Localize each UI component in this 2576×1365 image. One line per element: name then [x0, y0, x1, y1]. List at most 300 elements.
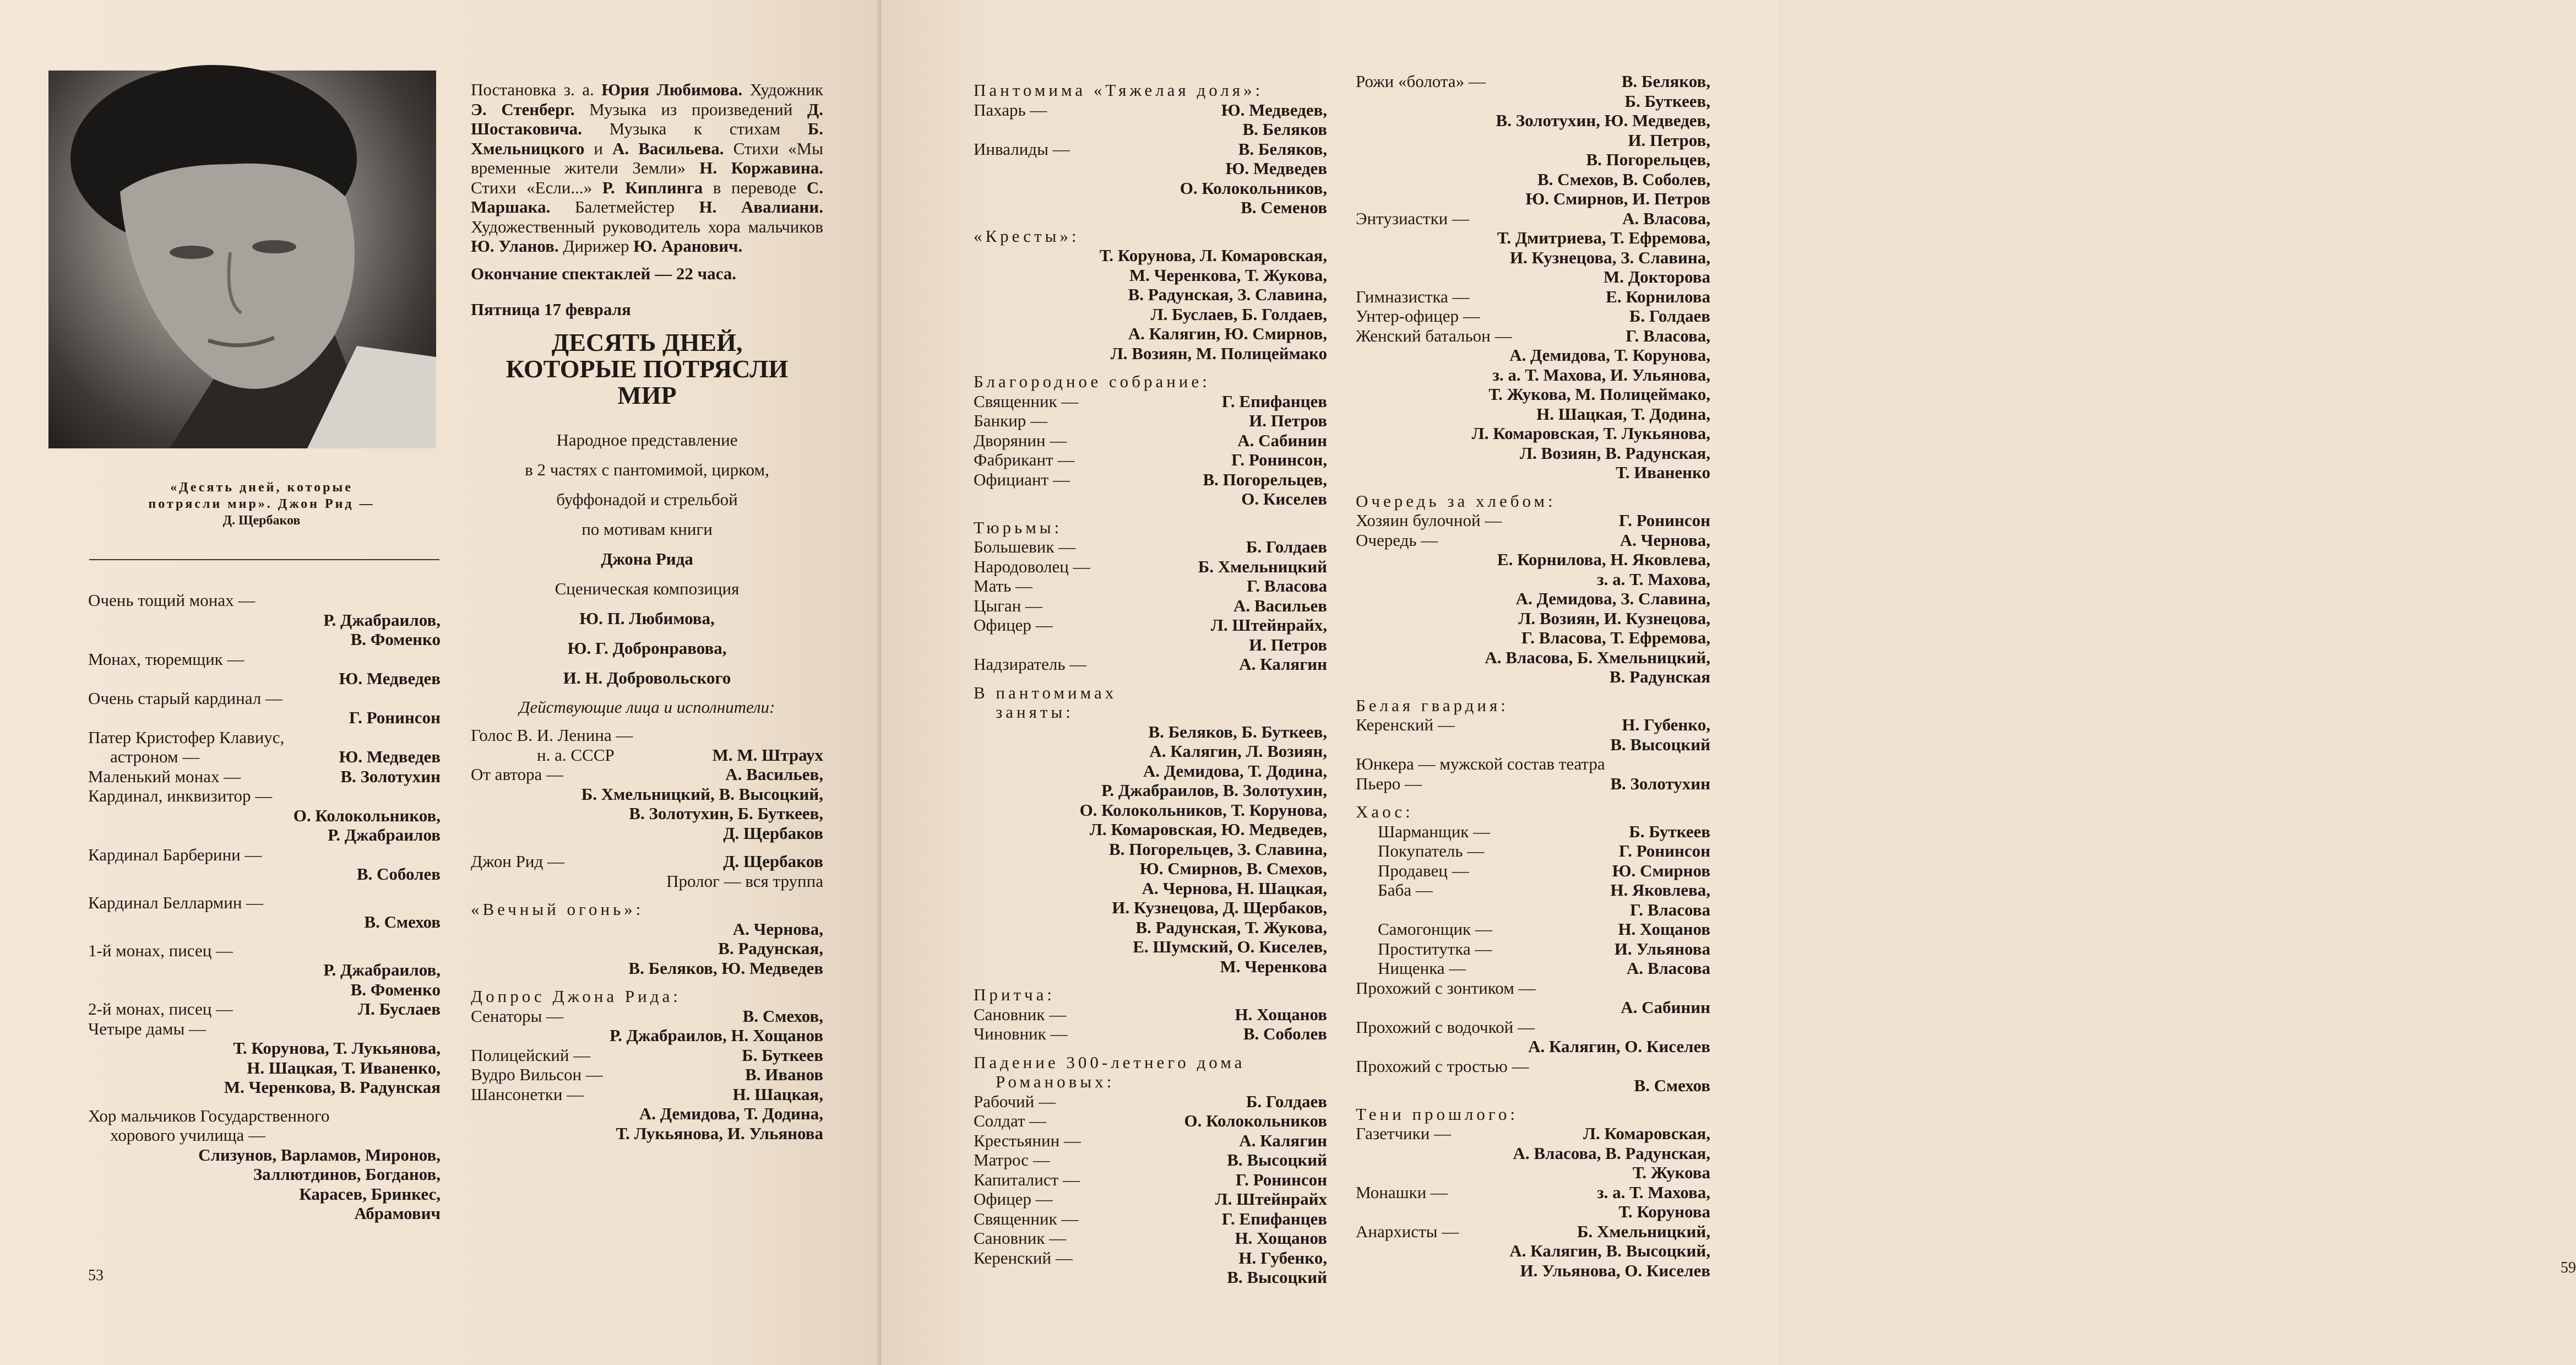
performer: В. Фоменко: [350, 630, 441, 649]
section-heading: Тени прошлого:: [1356, 1104, 1518, 1124]
performer: В. Соболев: [1243, 1024, 1327, 1043]
performer: Ю. Смирнов: [1612, 860, 1710, 880]
role: Сановник —: [974, 1004, 1067, 1024]
cast-entry: [974, 1092, 1327, 1112]
performer: Г. Епифанцев: [1221, 391, 1327, 411]
cast-line: [974, 1228, 1327, 1248]
performer: И. Петров,: [1628, 130, 1710, 150]
role: Хозяин булочной —: [1356, 511, 1502, 530]
performer: В. Высоцкий: [1227, 1268, 1327, 1287]
cast-line: [974, 537, 1327, 557]
role: Кардинал, инквизитор —: [88, 786, 273, 805]
role: Монах, тюремщик —: [88, 649, 244, 669]
performer: В. Смехов: [1634, 1076, 1710, 1095]
cast-list-col3: [974, 72, 1327, 1287]
performer: Т. Жукова, М. Полицеймако,: [1488, 384, 1710, 404]
performer: В. Семенов: [1241, 198, 1327, 217]
role: Керенский —: [974, 1248, 1073, 1268]
cast-line: [1356, 530, 1710, 550]
cast-entry: [1356, 978, 1710, 1017]
cast-entry: Допрос Джона Рида:: [471, 987, 681, 1006]
cast-line: [1356, 841, 1710, 861]
performance-date: Пятница 17 февраля: [471, 300, 631, 319]
cast-line: [1356, 958, 1710, 978]
photo-caption: [83, 479, 441, 529]
role: Очень тощий монах —: [88, 591, 256, 610]
cast-entry: «Вечный огонь»: А. Чернова, В. Радунская, В. Беляков, Ю. Медведев: [471, 900, 823, 978]
cast-entry: [1356, 696, 1710, 716]
role: Хор мальчиков Государственного: [88, 1106, 330, 1125]
performer: В. Золотухин, Ю. Медведев,: [1496, 111, 1710, 130]
cast-entry: [974, 450, 1327, 470]
performer: М. Докторова: [1604, 267, 1710, 286]
performer: Г. Ронинсон: [1618, 841, 1710, 860]
cast-line: [1356, 511, 1710, 530]
performer: Л. Возиян, В. Радунская,: [1519, 443, 1710, 463]
cast-entry: [1356, 1104, 1710, 1124]
role: Кардинал Беллармин —: [88, 892, 264, 912]
performer: Ю. Медведев: [339, 747, 441, 766]
show-subtitle: Народное представление в 2 частях с пантомимой, цирком, буффонадой и стрельбой по мотивам книги: [525, 430, 769, 539]
performer: Абрамович: [354, 1204, 441, 1223]
role: Нищенка —: [1378, 958, 1466, 978]
cast-entry: [974, 1209, 1327, 1229]
cast-line: [1356, 774, 1710, 794]
role: Самогонщик —: [1378, 919, 1492, 939]
performer: Р. Джабраилов,: [323, 960, 441, 979]
performer: Ю. Медведев,: [1221, 100, 1327, 120]
cast-entry: [1356, 287, 1710, 307]
end-time: Окончание спектаклей — 22 часа.: [471, 263, 736, 283]
role: Матрос —: [974, 1150, 1050, 1169]
performer: В. Радунская, З. Славина,: [1128, 285, 1327, 304]
cast-entry: [1356, 958, 1710, 978]
performer: Б. Хмельницкий: [1198, 556, 1327, 576]
role: Керенский —: [1356, 715, 1455, 734]
cast-entry: [1356, 880, 1710, 919]
section-heading: Тюрьмы:: [974, 517, 1063, 537]
performer: В. Погорельцев,: [1586, 150, 1710, 169]
cast-line: [974, 1131, 1327, 1151]
cast-entry: Сенаторы — В. Смехов, Р. Джабраилов, Н. Хощанов: [471, 1006, 823, 1045]
cast-entry: [1356, 511, 1710, 530]
cast-line: [974, 100, 1327, 120]
performer: Заллютдинов, Богданов,: [253, 1164, 441, 1184]
cast-line: [1356, 919, 1710, 939]
role: Очередь —: [1356, 530, 1438, 550]
role: Надзиратель —: [974, 654, 1087, 674]
portrait-photo: [48, 71, 436, 448]
performer: В. Золотухин: [340, 766, 441, 786]
role: Солдат —: [974, 1111, 1047, 1130]
cast-line: [974, 596, 1327, 616]
performer: И. Петров: [1249, 635, 1327, 654]
performer: В. Радунская, Т. Жукова,: [1135, 917, 1327, 937]
role: Народоволец —: [974, 556, 1090, 576]
performer: И. Петров: [1249, 411, 1327, 430]
cast-entry: [974, 1150, 1327, 1170]
cast-entry: [974, 654, 1327, 674]
cast-entry: [1356, 306, 1710, 326]
performer: Б. Голдаев: [1629, 306, 1710, 326]
cast-line: [974, 1150, 1327, 1170]
cast-entry: [974, 80, 1327, 100]
role: Проститутка —: [1378, 939, 1492, 958]
performer: Ю. Смирнов, И. Петров: [1525, 189, 1710, 208]
performer: Н. Яковлева,: [1610, 880, 1710, 900]
book-author: Джона Рида: [601, 549, 693, 568]
performer: Г. Ронинсон,: [1231, 450, 1327, 469]
performer: Р. Джабраилов: [328, 825, 441, 844]
role: Рабочий —: [974, 1091, 1056, 1111]
performer: Г. Ронинсон: [1618, 511, 1710, 530]
performer: В. Высоцкий: [1227, 1150, 1327, 1169]
section-heading: Белая гвардия:: [1356, 695, 1509, 715]
performer: Н. Хощанов: [1618, 919, 1710, 939]
section-heading: Притча:: [974, 985, 1055, 1004]
performer: А. Демидова, Т. Корунова,: [1509, 345, 1710, 365]
program-column: [471, 80, 823, 1143]
cast-entry: [1356, 326, 1710, 483]
performer: Б. Голдаев: [1246, 537, 1327, 556]
section-heading: В пантомимах: [974, 682, 1117, 702]
performer: В. Фоменко: [350, 979, 441, 999]
cast-entry: Шансонетки — Н. Шацкая, А. Демидова, Т. Додина, Т. Лукьянова, И. Ульянова: [471, 1084, 823, 1143]
performer: Л. Штейнрайх: [1215, 1189, 1327, 1209]
cast-entry: [1356, 491, 1710, 511]
cast-entry: [1356, 861, 1710, 881]
performer: Л. Возиян, М. Полицеймако: [1110, 343, 1327, 363]
section-heading: Романовых:: [996, 1072, 1115, 1091]
performer: Б. Буткеев,: [1624, 91, 1710, 111]
cast-entry: Голос В. И. Ленина — н. а. СССР М. М. Штраух: [471, 725, 823, 765]
cast-line: [974, 450, 1327, 470]
role: Баба —: [1378, 880, 1433, 900]
cast-line: [974, 1005, 1327, 1025]
performer: Л. Возиян, И. Кузнецова,: [1518, 608, 1710, 628]
role: Газетчики —: [1356, 1124, 1452, 1143]
production-credits: Постановка з. а. Юрия Любимова. Художник Э. Стенберг. Музыка из произведений Д. Шостаковича. Музыка к стихам Б. Хмельницкого и А. Васильева. Стихи «Мы временные жители Земли» Н. Коржавина. Стихи «Если...» Р. Киплинга в переводе С. Маршака. Балетмейстер Н. Авалиани. Художественный руководитель хора мальчиков Ю. Уланов. Дирижер Ю. Аранович.: [471, 80, 823, 256]
role: Четыре дамы —: [88, 1019, 206, 1038]
cast-line: [1356, 287, 1710, 307]
cast-entry: Джон Рид — Д. Щербаков Пролог — вся труппа: [471, 852, 823, 891]
role: Фабрикант —: [974, 450, 1075, 469]
cast-entry: [1356, 919, 1710, 939]
performer: А. Калягин: [1239, 654, 1327, 674]
performer: Л. Буслаев, Б. Голдаев,: [1150, 304, 1327, 324]
cast-entry: [88, 845, 441, 884]
caption-line: Д. Щербаков: [222, 513, 301, 528]
role: Священник —: [974, 391, 1079, 411]
performer: В. Высоцкий: [1610, 734, 1710, 754]
performer: Г. Ронинсон: [349, 708, 441, 727]
cast-entry: [1356, 715, 1710, 754]
role: Большевик —: [974, 537, 1076, 556]
role: Инвалиды —: [974, 139, 1070, 159]
cast-line: [974, 411, 1327, 431]
role: Анархисты —: [1356, 1221, 1459, 1241]
cast-line: [1356, 209, 1710, 229]
section-heading: Очередь за хлебом:: [1356, 491, 1556, 511]
page-number: 53: [88, 1267, 104, 1284]
role: Крестьянин —: [974, 1130, 1081, 1150]
performer: А. Калягин, О. Киселев: [1528, 1037, 1710, 1056]
cast-entry: [88, 1106, 441, 1223]
performer: Г. Власова,: [1626, 326, 1710, 345]
performer: Т. Иваненко: [1616, 463, 1710, 482]
cast-entry: [974, 1248, 1327, 1287]
role: Рожи «болота» —: [1356, 72, 1486, 91]
cast-entry: [974, 1005, 1327, 1025]
role: Мать —: [974, 576, 1032, 595]
performer: Л. Комаровская, Ю. Медведев,: [1089, 820, 1327, 839]
cast-entry: [974, 392, 1327, 411]
cast-line: [974, 576, 1327, 596]
performer: Л. Штейнрайх,: [1210, 615, 1327, 635]
role: Цыган —: [974, 595, 1043, 615]
performer: Т. Корунова, Т. Лукьянова,: [233, 1038, 441, 1058]
performer: В. Погорельцев, З. Славина,: [1108, 839, 1327, 859]
performer: А. Калягин, Ю. Смирнов,: [1128, 324, 1327, 343]
section-heading: Хаос:: [1356, 802, 1414, 821]
role: Унтер-офицер —: [1356, 306, 1480, 326]
role: Монашки —: [1356, 1182, 1448, 1202]
cast-line: [974, 615, 1327, 635]
role: Кардинал Барберини —: [88, 844, 262, 864]
performer: Г. Власова: [1629, 900, 1710, 919]
role: Пьеро —: [1356, 773, 1422, 793]
cast-list-left: [88, 591, 441, 1223]
role: 2-й монах, писец —: [88, 999, 233, 1019]
performer: Л. Буслаев: [357, 999, 441, 1019]
performer: Р. Джабраилов,: [323, 610, 441, 630]
cast-line: [974, 1248, 1327, 1268]
cast-line: [974, 1111, 1327, 1131]
cast-line: [1356, 822, 1710, 842]
cast-entry: [974, 537, 1327, 557]
cast-line: [1356, 72, 1710, 91]
cast-entry: [88, 999, 441, 1019]
performer: Р. Джабраилов, В. Золотухин,: [1101, 781, 1327, 800]
performer: О. Киселев: [1241, 489, 1327, 508]
performer: Е. Шумский, О. Киселев,: [1133, 937, 1327, 956]
performer: О. Колокольников: [1184, 1111, 1327, 1130]
cast-entry: [974, 596, 1327, 616]
performer: Слизунов, Варламов, Миронов,: [198, 1145, 441, 1164]
role: Очень старый кардинал —: [88, 688, 282, 708]
performer: Б. Хмельницкий,: [1577, 1221, 1710, 1241]
performer: В. Беляков: [1242, 120, 1327, 139]
cast-entry: [974, 1131, 1327, 1151]
performer: М. Черенкова, Т. Жукова,: [1129, 265, 1327, 285]
performer: Н. Шацкая, Т. Иваненко,: [247, 1058, 441, 1077]
role: Банкир —: [974, 411, 1048, 430]
cast-entry: [974, 1228, 1327, 1248]
cast-entry: [974, 518, 1327, 538]
role: Пахарь —: [974, 100, 1047, 120]
cast-line: [1356, 1124, 1710, 1144]
cast-entry: [974, 1024, 1327, 1044]
performer: Ю. Медведев: [1225, 159, 1327, 178]
composition-label: Сценическая композиция: [555, 578, 740, 598]
performer: Б. Буткеев: [1629, 821, 1710, 841]
cast-line: [974, 392, 1327, 411]
performer: А. Власова,: [1622, 208, 1710, 228]
cast-line: [1356, 1183, 1710, 1202]
cast-list-col4: [1356, 72, 1710, 1280]
performer: А. Власова: [1626, 958, 1710, 978]
cast-entry: [1356, 1222, 1710, 1281]
role: Гимназистка —: [1356, 286, 1470, 306]
performer: И. Ульянова, О. Киселев: [1520, 1260, 1710, 1280]
cast-heading: Действующие лица и исполнители:: [519, 697, 775, 717]
performer: А. Власова, Б. Хмельницкий,: [1485, 647, 1710, 667]
performer: Н. Губенко,: [1238, 1248, 1327, 1268]
cast-entry: [974, 1189, 1327, 1209]
left-page: [0, 0, 881, 1365]
cast-entry: [1356, 209, 1710, 287]
page-number: 59: [2561, 1259, 2576, 1276]
cast-entry: [88, 786, 441, 845]
role: астроном —: [110, 747, 200, 766]
performer: И. Ульянова: [1614, 939, 1710, 958]
cast-line: [974, 654, 1327, 674]
cast-line: [1356, 326, 1710, 346]
role: Дворянин —: [974, 430, 1067, 450]
performer: В. Смехов: [364, 912, 441, 931]
role: Продавец —: [1378, 860, 1469, 880]
cast-entry: От автора — А. Васильев, Б. Хмельницкий, В. Высоцкий, В. Золотухин, Б. Буткеев, Д. Щербаков: [471, 765, 823, 843]
cast-entry: [974, 470, 1327, 509]
performer: А. Демидова, Т. Додина,: [1143, 761, 1327, 781]
performer: Ю. Медведев: [339, 669, 441, 688]
cast-entry: [88, 591, 441, 649]
role: Покупатель —: [1378, 841, 1485, 860]
cast-entry: [974, 1053, 1327, 1092]
cast-entry: [1356, 841, 1710, 861]
performer: А. Сабинин: [1621, 998, 1710, 1017]
performer: Т. Дмитриева, Т. Ефремова,: [1497, 228, 1710, 247]
cast-entry: [1356, 1017, 1710, 1057]
cast-entry: [974, 372, 1327, 392]
section-heading: Падение 300-летнего дома: [974, 1052, 1246, 1072]
performer: Г. Власова, Т. Ефремова,: [1521, 628, 1710, 647]
cast-line: [974, 1170, 1327, 1190]
performer: О. Колокольников,: [1180, 178, 1327, 198]
performer: А. Демидова, З. Славина,: [1515, 589, 1710, 608]
performer: Н. Хощанов: [1235, 1004, 1327, 1024]
cast-entry: [1356, 1183, 1710, 1222]
role: Официант —: [974, 469, 1070, 489]
performer: Ю. Смирнов, В. Смехов,: [1139, 859, 1327, 878]
performer: А. Чернова, Н. Шацкая,: [1142, 878, 1327, 898]
performer: Карасев, Бринкес,: [299, 1184, 441, 1204]
caption-line: «Десять дней, которые: [170, 480, 353, 495]
role: хорового училища —: [110, 1125, 266, 1145]
performer: В. Погорельцев,: [1203, 469, 1327, 489]
role: Чиновник —: [974, 1024, 1068, 1043]
performer: О. Колокольников, Т. Корунова,: [1079, 800, 1327, 820]
cast-entry: [974, 100, 1327, 139]
role: Маленький монах —: [88, 766, 241, 786]
performer: В. Смехов, В. Соболев,: [1537, 169, 1710, 189]
performer: О. Колокольников,: [293, 805, 441, 825]
cast-entry: [974, 431, 1327, 451]
performer: Н. Хощанов: [1235, 1228, 1327, 1248]
role: Прохожий с водочкой —: [1356, 1017, 1535, 1037]
performer: А. Сабинин: [1237, 430, 1327, 450]
section-heading: Пантомима «Тяжелая доля»:: [974, 80, 1264, 100]
cast-entry: [974, 139, 1327, 218]
cast-entry: [974, 1170, 1327, 1190]
performer: И. Кузнецова, З. Славина,: [1509, 247, 1710, 267]
performer: А. Калягин, В. Высоцкий,: [1509, 1241, 1710, 1260]
composition-authors: Ю. П. Любимова, Ю. Г. Добронравова, И. Н. Добровольского: [563, 608, 731, 687]
performer: з. а. Т. Махова,: [1597, 1182, 1710, 1202]
performer: Е. Корнилова, Н. Яковлева,: [1497, 550, 1710, 569]
cast-entry: [88, 649, 441, 689]
cast-entry: [1356, 939, 1710, 959]
cast-line: [1356, 715, 1710, 735]
cast-line: [1356, 1222, 1710, 1242]
cast-line: [1356, 861, 1710, 881]
cast-entry: [974, 226, 1327, 364]
cast-entry: [974, 557, 1327, 577]
performer: Е. Корнилова: [1606, 286, 1710, 306]
role: Капиталист —: [974, 1169, 1080, 1189]
cast-entry: [88, 689, 441, 728]
role: Шарманщик —: [1378, 821, 1491, 841]
performer: М. Черенкова, В. Радунская: [224, 1077, 441, 1097]
cast-line: [1356, 939, 1710, 959]
cast-line: [1356, 306, 1710, 326]
cast-line: [974, 139, 1327, 159]
cast-entry: [1356, 754, 1710, 774]
cast-line: [974, 431, 1327, 451]
performer: В. Беляков,: [1621, 72, 1710, 91]
performer: Н. Губенко,: [1622, 715, 1710, 734]
cast-line: [974, 470, 1327, 490]
caption-line: потрясли мир». Джон Рид —: [148, 497, 375, 511]
performer: М. Черенкова: [1220, 956, 1327, 976]
cast-entry: [974, 615, 1327, 654]
cast-entry: [1356, 72, 1710, 209]
role: Прохожий с тростью —: [1356, 1056, 1529, 1076]
performer: В. Золотухин: [1610, 773, 1710, 793]
performer: Г. Ронинсон: [1235, 1169, 1327, 1189]
cast-entry: [88, 728, 441, 767]
performer: Б. Голдаев: [1246, 1091, 1327, 1111]
performer: А. Калягин: [1239, 1130, 1327, 1150]
cast-entry: [974, 683, 1327, 977]
cast-entry: [1356, 822, 1710, 842]
cast-line: [974, 1209, 1327, 1229]
role: Офицер —: [974, 615, 1053, 635]
performer: з. а. Т. Махова, И. Ульянова,: [1492, 365, 1710, 384]
performer: В. Беляков, Б. Буткеев,: [1148, 722, 1327, 741]
performer: Т. Жукова: [1632, 1163, 1710, 1182]
role: Офицер —: [974, 1189, 1053, 1209]
performer: Т. Корунова, Л. Комаровская,: [1099, 246, 1327, 265]
cast-entry: Вудро Вильсон — В. Иванов: [471, 1065, 823, 1084]
performer: Н. Шацкая, Т. Додина,: [1536, 404, 1710, 424]
cast-entry: [1356, 774, 1710, 794]
role: Женский батальон —: [1356, 326, 1512, 345]
role: Патер Кристофер Клавиус,: [88, 727, 285, 747]
role: Юнкера — мужской состав театра: [1356, 754, 1605, 773]
performer: А. Власова, В. Радунская,: [1513, 1143, 1710, 1163]
cast-entry: [88, 767, 441, 787]
